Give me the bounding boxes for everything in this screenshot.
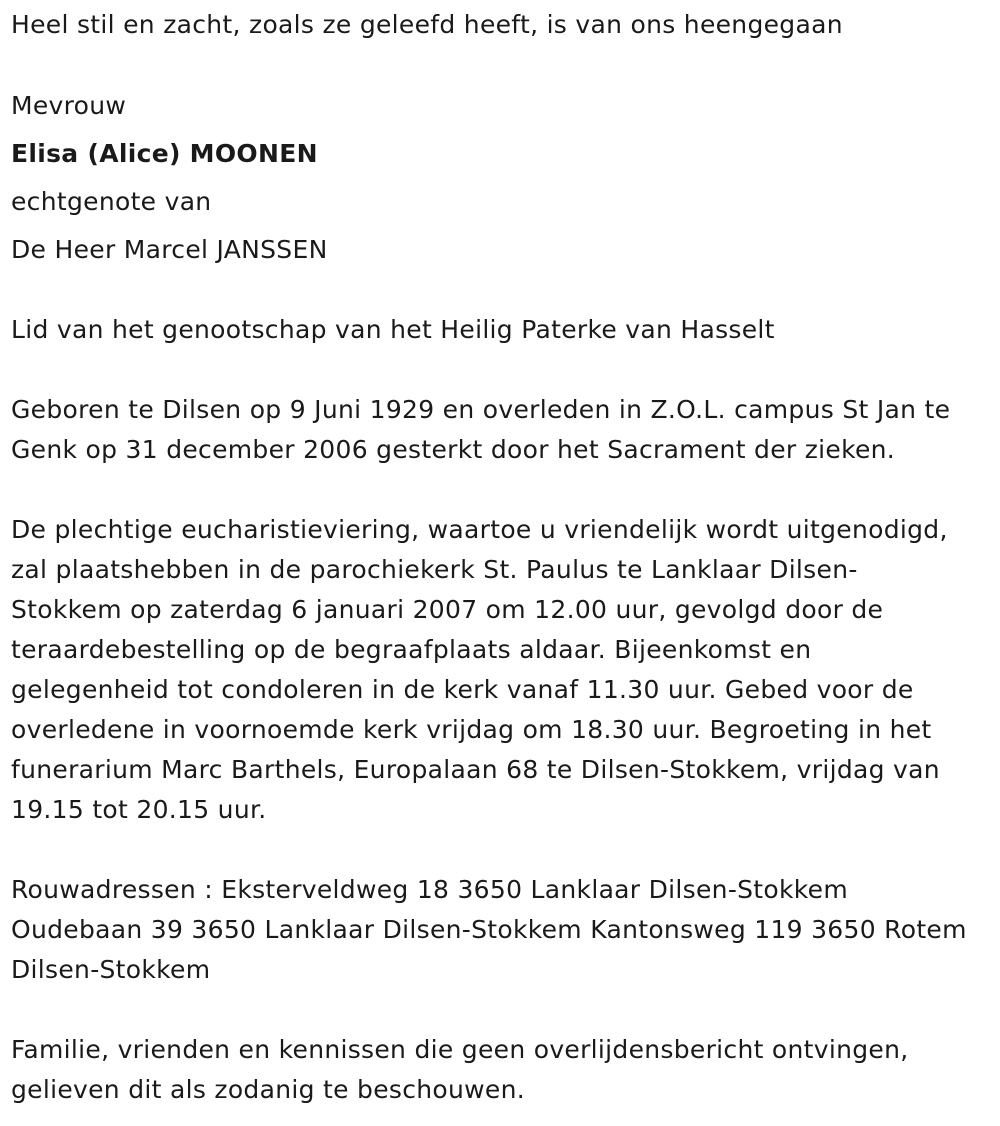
- paragraph-line: Dilsen-Stokkem: [11, 955, 211, 984]
- paragraph-line: Rouwadressen : Eksterveldweg 18 3650 Lanklaar Dilsen-Stokkem: [11, 875, 849, 904]
- paragraph-line: zal plaatshebben in de parochiekerk St. Paulus te Lanklaar Dilsen-: [11, 555, 858, 584]
- paragraph-line: teraardebestelling op de begraafplaats aldaar. Bijeenkomst en: [11, 635, 812, 664]
- deceased-name: Elisa (Alice) MOONEN: [11, 139, 318, 168]
- spouse-name: De Heer Marcel JANSSEN: [11, 235, 328, 264]
- paragraph-line: Genk op 31 december 2006 gesterkt door het Sacrament der zieken.: [11, 435, 896, 464]
- paragraph-line: gelegenheid tot condoleren in de kerk vanaf 11.30 uur. Gebed voor de: [11, 675, 914, 704]
- paragraph-line: 19.15 tot 20.15 uur.: [11, 795, 267, 824]
- relation-line: echtgenote van: [11, 187, 212, 216]
- opening-line: Heel stil en zacht, zoals ze geleefd heeft, is van ons heengegaan: [11, 10, 843, 39]
- paragraph-line: Familie, vrienden en kennissen die geen overlijdensbericht ontvingen,: [11, 1035, 909, 1064]
- paragraph-line: gelieven dit als zodanig te beschouwen.: [11, 1075, 525, 1104]
- paragraph-line: De plechtige eucharistieviering, waartoe u vriendelijk wordt uitgenodigd,: [11, 515, 948, 544]
- paragraph-line: overledene in voornoemde kerk vrijdag om 18.30 uur. Begroeting in het: [11, 715, 932, 744]
- paragraph-line: funerarium Marc Barthels, Europalaan 68 te Dilsen-Stokkem, vrijdag van: [11, 755, 940, 784]
- title-line: Mevrouw: [11, 91, 127, 120]
- membership-line: Lid van het genootschap van het Heilig Paterke van Hasselt: [11, 315, 775, 344]
- paragraph-line: Oudebaan 39 3650 Lanklaar Dilsen-Stokkem Kantonsweg 119 3650 Rotem: [11, 915, 967, 944]
- paragraph-line: Geboren te Dilsen op 9 Juni 1929 en overleden in Z.O.L. campus St Jan te: [11, 395, 951, 424]
- paragraph-line: Stokkem op zaterdag 6 januari 2007 om 12.00 uur, gevolgd door de: [11, 595, 884, 624]
